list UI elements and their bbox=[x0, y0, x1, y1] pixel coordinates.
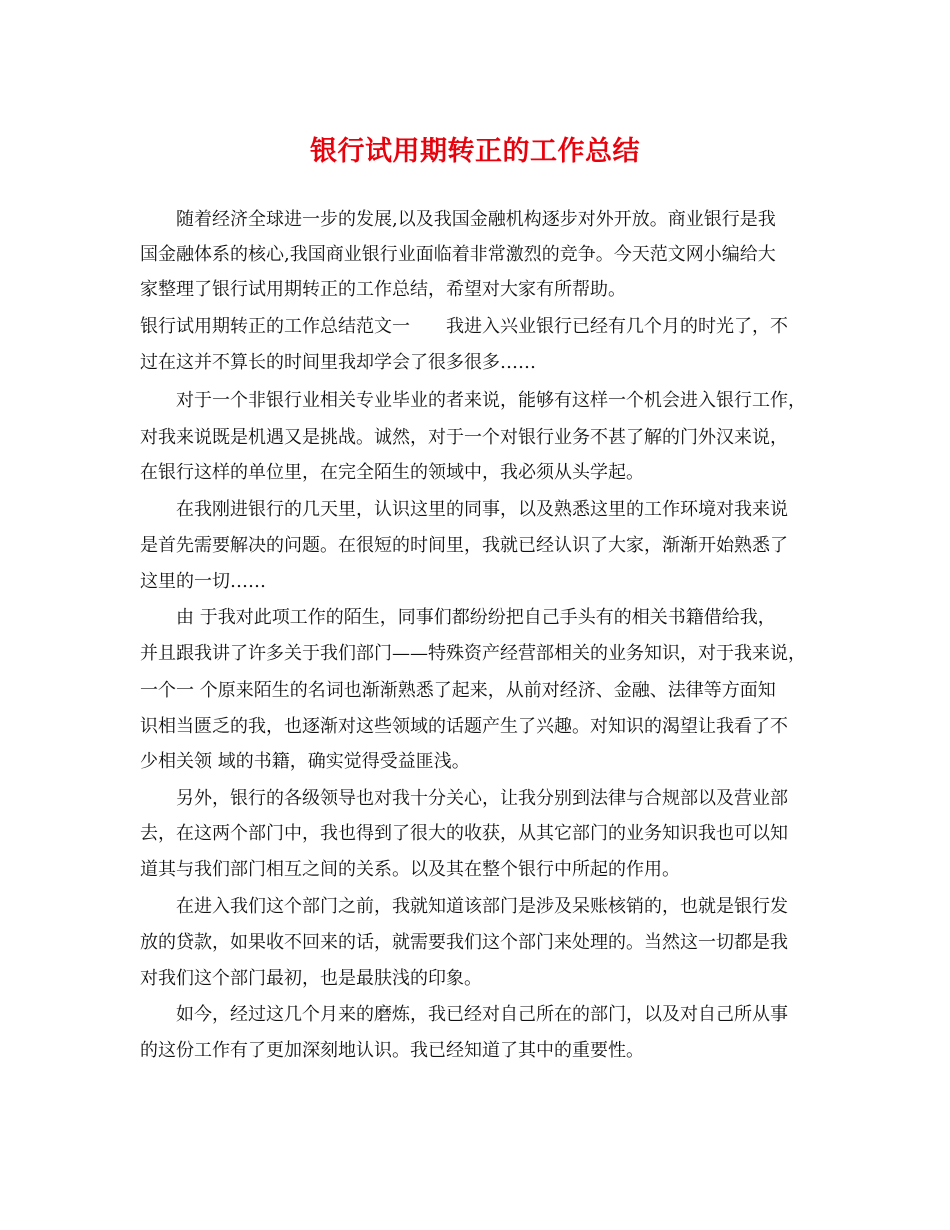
paragraph-line: 少相关领 域的书籍，确实觉得受益匪浅。 bbox=[140, 751, 470, 772]
paragraph-line: 一个一 个原来陌生的名词也渐渐熟悉了起来，从前对经济、金融、法律等方面知 bbox=[140, 680, 776, 701]
paragraph-line: 如今，经过这几个月来的磨炼，我已经对自己所在的部门，以及对自己所从事 bbox=[176, 1004, 788, 1025]
paragraph-line: 并且跟我讲了许多关于我们部门——特殊资产经营部相关的业务知识，对于我来说， bbox=[140, 643, 806, 664]
paragraph-line: 在银行这样的单位里，在完全陌生的领域中，我必须从头学起。 bbox=[140, 462, 644, 483]
paragraph-line: 由 于我对此项工作的陌生，同事们都纷纷把自己手头有的相关书籍借给我， bbox=[176, 607, 776, 628]
paragraph-line: 国金融体系的核心,我国商业银行业面临着非常激烈的竞争。今天范文网小编给大 bbox=[140, 244, 776, 265]
paragraph-line: 的这份工作有了更加深刻地认识。我已经知道了其中的重要性。 bbox=[140, 1040, 644, 1061]
paragraph-line: 去，在这两个部门中，我也得到了很大的收获，从其它部门的业务知识我也可以知 bbox=[140, 823, 788, 844]
paragraph-line: 是首先需要解决的问题。在很短的时间里，我就已经认识了大家，渐渐开始熟悉了 bbox=[140, 535, 788, 556]
paragraph-line: 识相当匮乏的我，也逐渐对这些领域的话题产生了兴趣。对知识的渴望让我看了不 bbox=[140, 716, 788, 737]
paragraph-line: 过在这并不算长的时间里我却学会了很多很多…… bbox=[140, 352, 536, 373]
paragraph-line: 放的贷款，如果收不回来的话，就需要我们这个部门来处理的。当然这一切都是我 bbox=[140, 932, 788, 953]
paragraph-line: 家整理了银行试用期转正的工作总结，希望对大家有所帮助。 bbox=[140, 279, 626, 300]
paragraph-line: 随着经济全球进一步的发展,以及我国金融机构逐步对外开放。商业银行是我 bbox=[176, 209, 776, 230]
paragraph-line: 这里的一切…… bbox=[140, 571, 266, 592]
paragraph-line: 对我们这个部门最初，也是最肤浅的印象。 bbox=[140, 968, 482, 989]
paragraph-line: 另外，银行的各级领导也对我十分关心，让我分别到法律与合规部以及营业部 bbox=[176, 788, 788, 809]
paragraph-line: 在我刚进银行的几天里，认识这里的同事，以及熟悉这里的工作环境对我来说 bbox=[176, 499, 788, 520]
paragraph-line: 道其与我们部门相互之间的关系。以及其在整个银行中所起的作用。 bbox=[140, 859, 680, 880]
paragraph-line: 对于一个非银行业相关专业毕业的者来说，能够有这样一个机会进入银行工作， bbox=[176, 390, 806, 411]
paragraph-line: 银行试用期转正的工作总结范文一 我进入兴业银行已经有几个月的时光了，不 bbox=[140, 316, 788, 337]
paragraph-line: 在进入我们这个部门之前，我就知道该部门是涉及呆账核销的，也就是银行发 bbox=[176, 896, 788, 917]
document-title: 银行试用期转正的工作总结 bbox=[310, 136, 640, 167]
paragraph-line: 对我来说既是机遇又是挑战。诚然，对于一个对银行业务不甚了解的门外汉来说， bbox=[140, 427, 788, 448]
